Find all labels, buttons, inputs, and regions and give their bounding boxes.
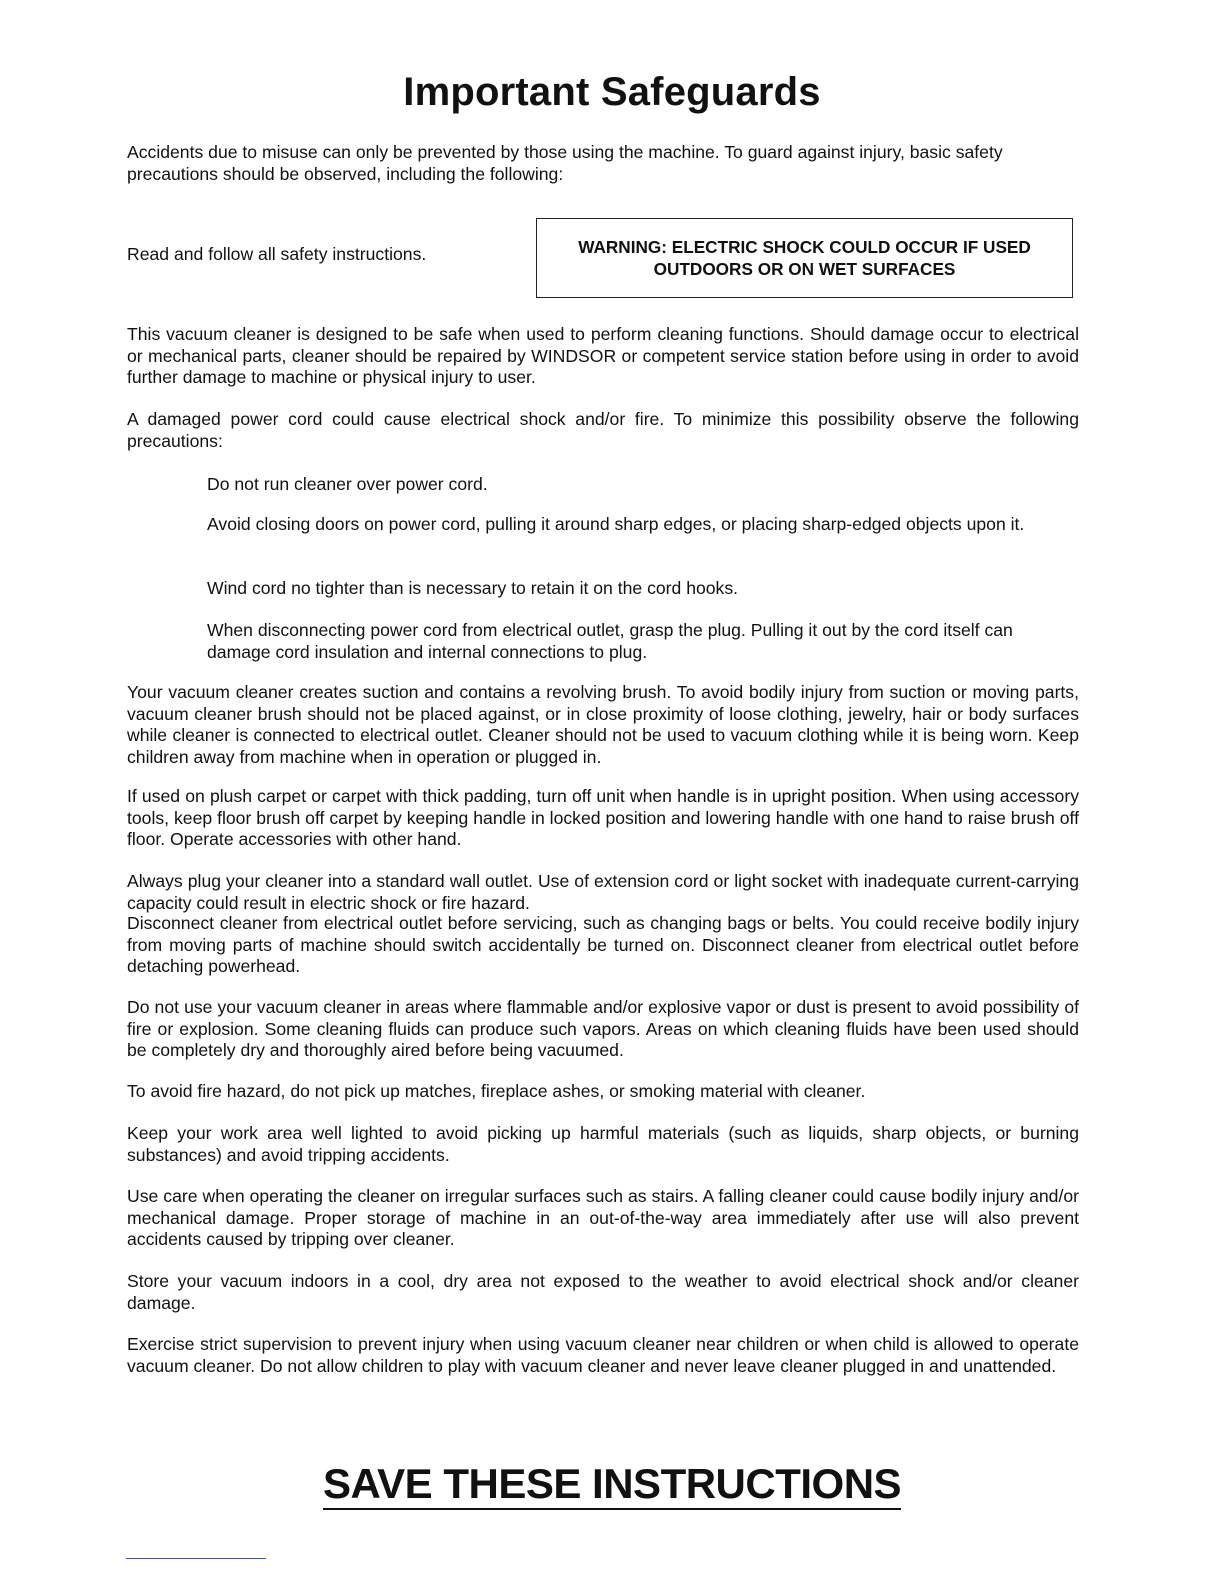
cord-precaution-item: Wind cord no tighter than is necessary to retain it on the cord hooks. <box>207 578 739 598</box>
paragraph-well-lighted: Keep your work area well lighted to avoid picking up harmful materials (such as liquids, sharp objects, or burning substances) and avoid tripping accidents. <box>127 1123 1079 1165</box>
cord-precaution-item: When disconnecting power cord from electrical outlet, grasp the plug. Pulling it out by the cord itself can damage cord insulation and internal connections to plug. <box>207 620 1013 662</box>
save-instructions-text: SAVE THESE INSTRUCTIONS <box>323 1462 901 1510</box>
footer-rule <box>126 1558 266 1559</box>
cord-precaution-item: Do not run cleaner over power cord. <box>207 474 488 494</box>
paragraph-damaged-cord: A damaged power cord could cause electrical shock and/or fire. To minimize this possibility observe the following precautions: <box>127 409 1079 451</box>
paragraph-suction: Your vacuum cleaner creates suction and contains a revolving brush. To avoid bodily injury from suction or moving parts, vacuum cleaner brush should not be placed against, or in close proximity of loose clothing, jewelry, hair or body surfaces while cleaner is connected to electrical outlet. Cleaner should not be used to vacuum clothing while it is being worn. Keep children away from machine when in operation or plugged in. <box>127 682 1079 767</box>
read-follow-instruction: Read and follow all safety instructions. <box>127 244 427 264</box>
paragraph-disconnect: Disconnect cleaner from electrical outlet before servicing, such as changing bags or belts. You could receive bodily injury from moving parts of machine should switch accidentally be turned on. Disconnect cleaner from electrical outlet before detaching powerhead. <box>127 913 1079 976</box>
warning-line-1: WARNING: ELECTRIC SHOCK COULD OCCUR IF USED <box>578 237 1031 257</box>
paragraph-plush-carpet: If used on plush carpet or carpet with thick padding, turn off unit when handle is in upright position. When using accessory tools, keep floor brush off carpet by keeping handle in locked position and lowering handle with one hand to raise brush off floor. Operate accessories with other hand. <box>127 786 1079 849</box>
paragraph-fire-hazard: To avoid fire hazard, do not pick up matches, fireplace ashes, or smoking material with cleaner. <box>127 1081 866 1101</box>
save-instructions-heading <box>0 1462 1224 1510</box>
cord-precaution-item: Avoid closing doors on power cord, pulling it around sharp edges, or placing sharp-edged objects upon it. <box>207 514 1025 534</box>
page-title: Important Safeguards <box>403 70 821 114</box>
warning-text <box>555 236 1055 280</box>
paragraph-stairs: Use care when operating the cleaner on irregular surfaces such as stairs. A falling cleaner could cause bodily injury and/or mechanical damage. Proper storage of machine in an out-of-the-way area immediately after use will also prevent accidents caused by tripping over cleaner. <box>127 1186 1079 1249</box>
intro-paragraph: Accidents due to misuse can only be prevented by those using the machine. To guard against injury, basic safety precautions should be observed, including the following: <box>127 142 1003 184</box>
warning-box <box>536 218 1073 298</box>
paragraph-store: Store your vacuum indoors in a cool, dry area not exposed to the weather to avoid electrical shock and/or cleaner damage. <box>127 1271 1079 1313</box>
paragraph-designed-safe: This vacuum cleaner is designed to be safe when used to perform cleaning functions. Should damage occur to electrical or mechanical parts, cleaner should be repaired by WINDSOR or competent service station before using in order to avoid further damage to machine or physical injury to user. <box>127 324 1079 387</box>
paragraph-children: Exercise strict supervision to prevent injury when using vacuum cleaner near children or when child is allowed to operate vacuum cleaner. Do not allow children to play with vacuum cleaner and never leave cleaner plugged in and unattended. <box>127 1334 1079 1376</box>
paragraph-flammable: Do not use your vacuum cleaner in areas where flammable and/or explosive vapor or dust is present to avoid possibility of fire or explosion. Some cleaning fluids can produce such vapors. Areas on which cleaning fluids have been used should be completely dry and thoroughly aired before being vacuumed. <box>127 997 1079 1060</box>
warning-line-2: OUTDOORS OR ON WET SURFACES <box>653 259 956 279</box>
paragraph-wall-outlet: Always plug your cleaner into a standard wall outlet. Use of extension cord or light socket with inadequate current-carrying capacity could result in electric shock or fire hazard. <box>127 871 1079 913</box>
